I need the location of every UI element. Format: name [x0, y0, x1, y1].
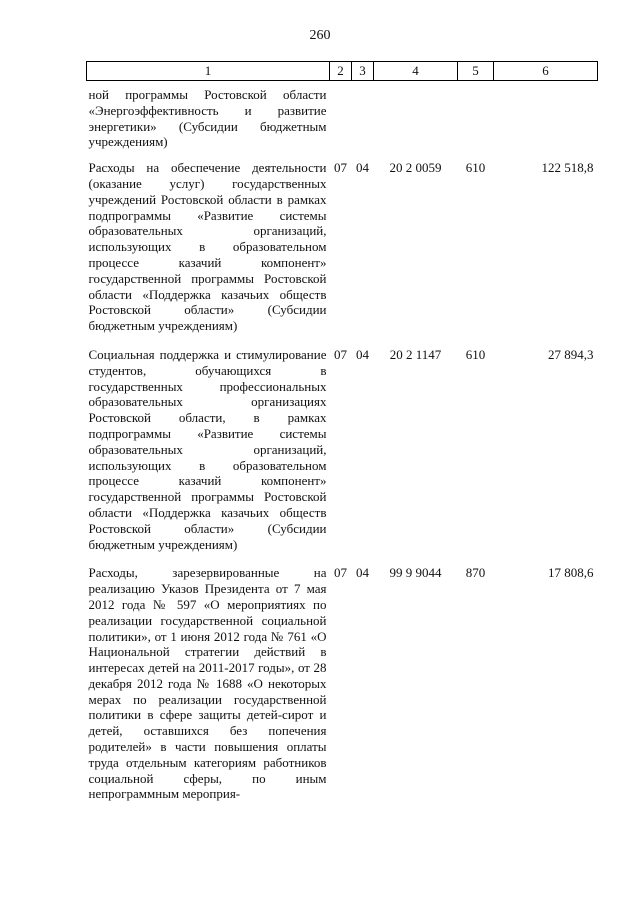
budget-table: [86, 61, 598, 813]
row-target-article: 20 2 1147: [389, 346, 442, 362]
row-amount: 27 894,3: [548, 346, 594, 362]
column-header-5: 5: [458, 62, 494, 81]
column-header-6: 6: [494, 62, 598, 81]
row-section: [330, 81, 352, 159]
row-target-article: 20 2 0059: [389, 160, 442, 176]
row-subsection: [352, 81, 374, 159]
column-header-4: 4: [374, 62, 458, 81]
row-section: 07: [334, 346, 347, 362]
column-header-1: 1: [87, 62, 330, 81]
row-amount: 17 808,6: [548, 565, 594, 581]
row-expense-type: 870: [465, 565, 486, 581]
row-subsection: 04: [356, 160, 369, 176]
table-header-row: [87, 62, 598, 81]
row-section: 07: [334, 160, 347, 176]
table-row: [87, 81, 598, 159]
row-expense-type: 610: [465, 346, 486, 362]
column-header-2: 2: [330, 62, 352, 81]
row-amount: 122 518,8: [541, 160, 594, 176]
row-expense-type: 610: [465, 160, 486, 176]
row-description: Расходы, зарезервированные на реализацию Указов Президента от 7 мая 2012 года № 597 «О мероприятиях по реализации государственной социальной политики», от 1 июня 2012 года № 761 «О Национальной стратегии действий в интересах детей на 2011-2017 годы», от 28 декабря 2012 года № 1688 «О некоторых мерах по реализации государственной политики в сфере защиты детей-сирот и детей, оставшихся без попечения родителей» в части повышения оплаты труда отдельным категориям работников социальной сферы, по иным непрограммным мероприя-: [88, 565, 327, 802]
row-description: Расходы на обеспечение деятельности (оказание услуг) государственных учреждений Ростовской области в рамках подпрограммы «Развитие системы образовательных организаций, использующих в образовательном процессе казачий компонент» государственной программы Ростовской области «Поддержка казачьих обществ Ростовской области» (Субсидии бюджетным учреждениям): [88, 160, 327, 334]
row-subsection: 04: [356, 565, 369, 581]
table-row: [87, 563, 598, 813]
row-section: 07: [334, 565, 347, 581]
row-target-article: 99 9 9044: [389, 565, 442, 581]
row-description: Социальная поддержка и стимулирование студентов, обучающихся в государственных профессиональных образовательных организациях Ростовской области, в рамках подпрограммы «Развитие системы образовательных организаций, использующих в образовательном процессе казачий компонент» государственной программы Ростовской области «Поддержка казачьих обществ Ростовской области» (Субсидии бюджетным учреждениям): [88, 346, 327, 552]
row-subsection: 04: [356, 346, 369, 362]
row-expense-type: [458, 81, 494, 159]
column-header-3: 3: [352, 62, 374, 81]
row-target-article: [374, 81, 458, 159]
table-row: [87, 345, 598, 563]
row-description: ной программы Ростовской области «Энергоэффективность и развитие энергетики» (Субсидии бюджетным учреждениям): [88, 87, 327, 150]
row-amount: [494, 81, 598, 159]
table-row: [87, 158, 598, 345]
page-number: 260: [309, 28, 331, 43]
